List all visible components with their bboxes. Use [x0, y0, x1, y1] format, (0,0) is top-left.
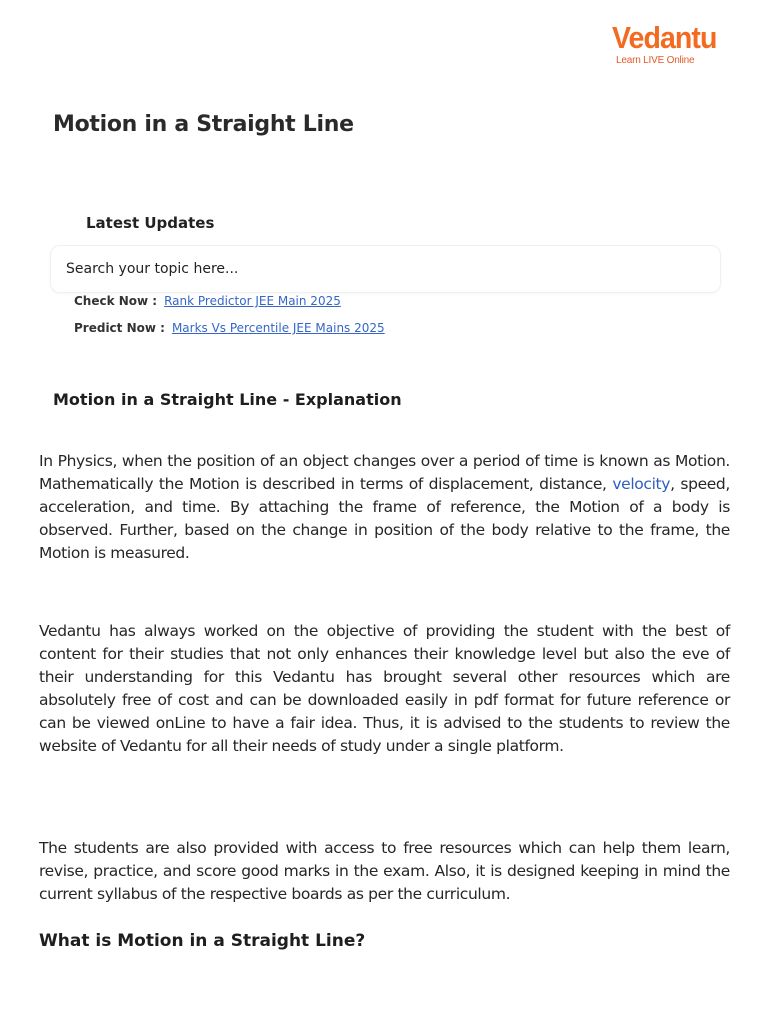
paragraph-text: , speed, acceleration, and time. By attaching the frame of reference, the Motion of a body is observed. Further, based on the change in position of the body relative to the frame, the Motion is measured.: [39, 475, 731, 562]
paragraph-resources: The students are also provided with access to free resources which can help them learn, revise, practice, and score good marks in the exam. Also, it is designed keeping in mind the current syllabus of the respective boards as per the curriculum.: [39, 839, 730, 903]
paragraph-intro: [39, 450, 730, 565]
logo-tagline: Learn LIVE Online: [616, 55, 695, 66]
update-link-label: Predict Now :: [74, 321, 165, 335]
latest-updates-heading: Latest Updates: [86, 214, 215, 232]
subsection-heading: What is Motion in a Straight Line?: [39, 931, 366, 951]
paragraph-text: In Physics, when the position of an object changes over a period of time is known as Motion. Mathematically the Motion is described in terms of displacement, distance,: [39, 452, 730, 493]
page-title: Motion in a Straight Line: [53, 112, 354, 137]
logo-wordmark: Vedantu: [612, 20, 717, 55]
update-link-row: [74, 294, 341, 308]
vedantu-logo[interactable]: [612, 20, 717, 66]
rank-predictor-link[interactable]: Rank Predictor JEE Main 2025: [164, 294, 341, 308]
section-heading: Motion in a Straight Line - Explanation: [53, 390, 402, 409]
update-link-label: Check Now :: [74, 294, 158, 308]
search-input[interactable]: [66, 261, 720, 277]
search-box[interactable]: [50, 245, 721, 293]
paragraph-vedantu: Vedantu has always worked on the objective of providing the student with the best of content for their studies that not only enhances their knowledge level but also the eve of their understanding for this Vedantu has brought several other resources which are absolutely free of cost and can be downloaded easily in pdf format for future reference or can be viewed onLine to have a fair idea. Thus, it is advised to the students to review the website of Vedantu for all their needs of study under a single platform.: [39, 622, 730, 755]
marks-vs-percentile-link[interactable]: Marks Vs Percentile JEE Mains 2025: [171, 321, 385, 335]
velocity-link[interactable]: velocity: [612, 475, 671, 493]
update-link-row: [74, 321, 385, 335]
